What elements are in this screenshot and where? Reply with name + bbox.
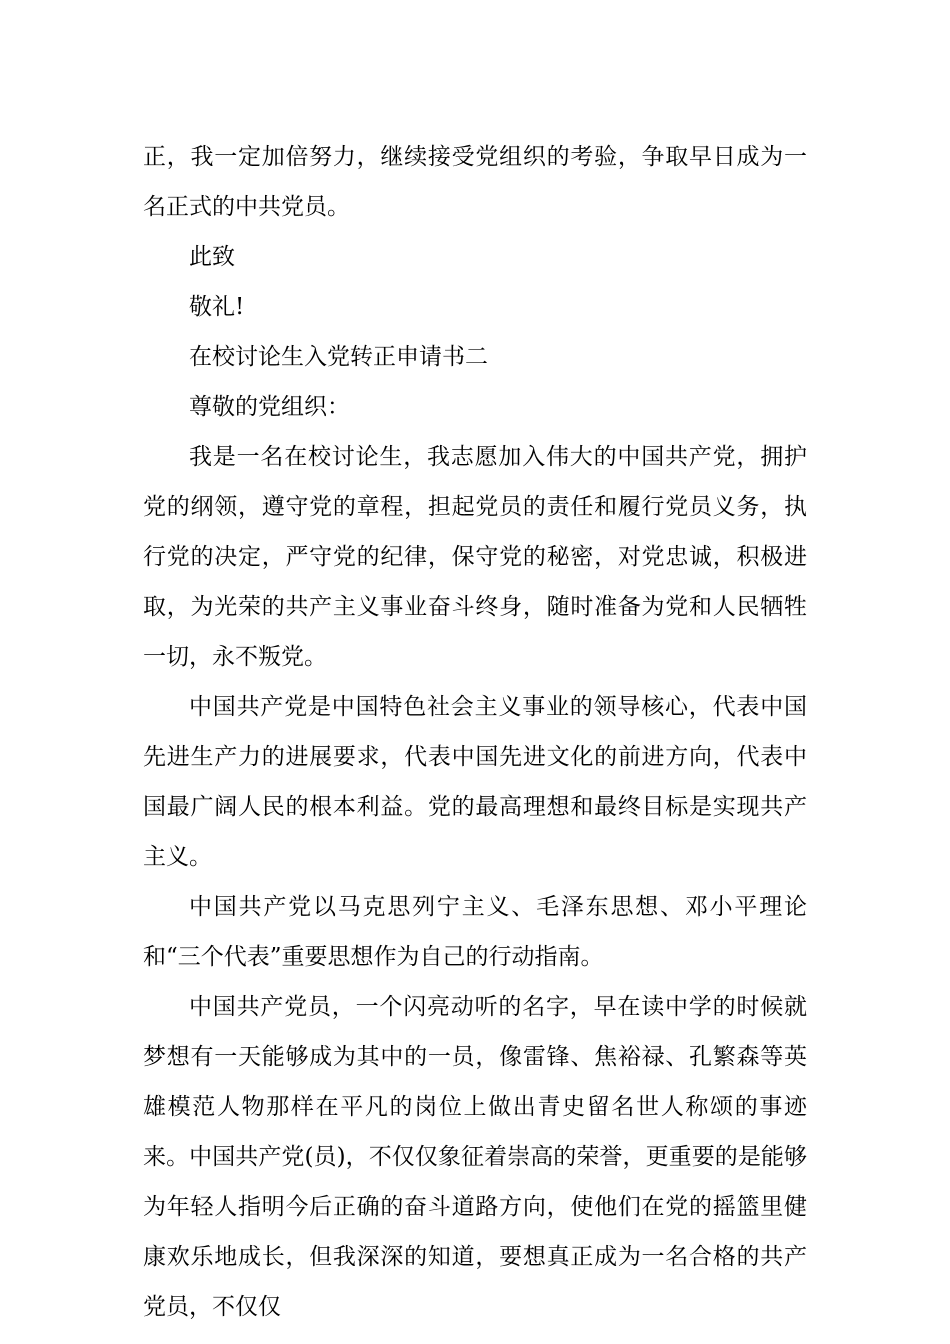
section-title: 在校讨论生入党转正申请书二 — [189, 344, 488, 370]
paragraph-continuation: 正，我一定加倍努力，继续接受党组织的考验，争取早日成为一名正式的中共党员。 — [143, 144, 807, 220]
paragraph-party-core: 中国共产党是中国特色社会主义事业的领导核心，代表中国先进生产力的进展要求，代表中国先进文化的前进方向，代表中国最广阔人民的根本利益。党的最高理想和最终目标是实现共产主义。 — [143, 694, 807, 870]
closing-respect: 敬礼! — [189, 294, 245, 320]
paragraph-pledge: 我是一名在校讨论生，我志愿加入伟大的中国共产党，拥护党的纲领，遵守党的章程，担起党员的责任和履行党员义务，执行党的决定，严守党的纪律，保守党的秘密，对党忠诚，积极进取，为光荣的共产主义事业奋斗终身，随时准备为党和人民牺牲一切，永不叛党。 — [143, 444, 807, 670]
greeting: 尊敬的党组织： — [189, 394, 350, 420]
paragraph-aspiration: 中国共产党员，一个闪亮动听的名字，早在读中学的时候就梦想有一天能够成为其中的一员，像雷锋、焦裕禄、孔繁森等英雄模范人物那样在平凡的岗位上做出青史留名世人称颂的事迹来。中国共产党(员)，不仅仅象征着崇高的荣誉，更重要的是能够为年轻人指明今后正确的奋斗道路方向，使他们在党的摇篮里健康欢乐地成长，但我深深的知道，要想真正成为一名合格的共产党员，不仅仅 — [143, 994, 807, 1320]
closing-salutation: 此致 — [189, 244, 235, 270]
paragraph-guiding-theory: 中国共产党以马克思列宁主义、毛泽东思想、邓小平理论和“三个代表”重要思想作为自己的行动指南。 — [143, 894, 807, 970]
document-body — [143, 132, 807, 1332]
